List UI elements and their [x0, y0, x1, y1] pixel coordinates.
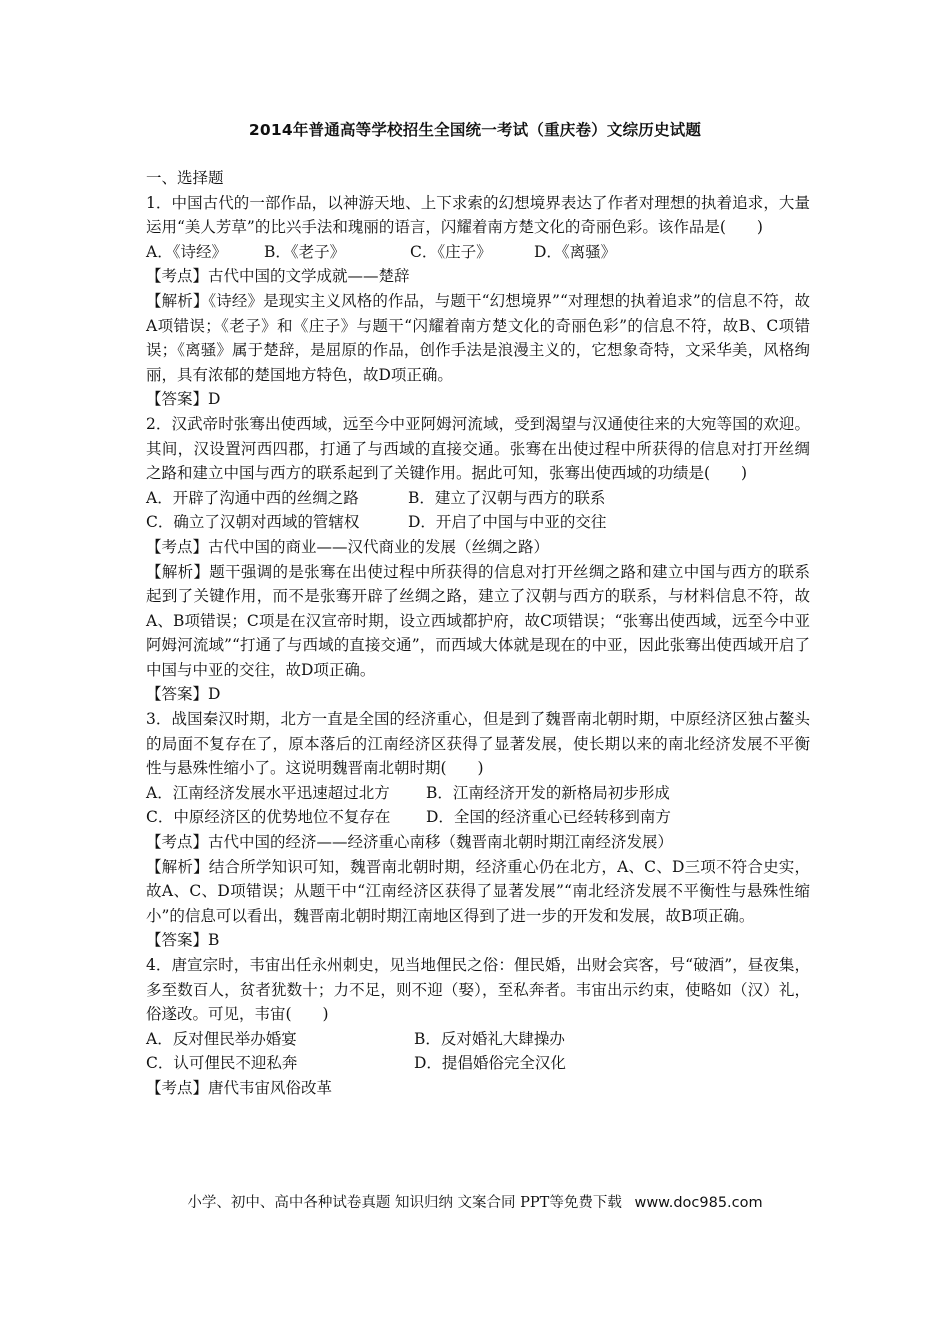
- option-a: A．开辟了沟通中西的丝绸之路: [146, 488, 359, 507]
- option-c: C．《庄子》: [410, 242, 492, 261]
- question-3-answer: 【答案】B: [146, 931, 220, 950]
- question-4-stem: 4．唐宣宗时，韦宙出任永州刺史，见当地俚民之俗：俚民婚，出财会宾客，号“破酒”，昼夜集，多至数百人，贫者犹数十；力不足，则不迎（娶），至私奔者。韦宙出示约束，使略如（汉）礼，俗遂改。可见，韦宙( ): [146, 956, 810, 1024]
- option-a: A．《诗经》: [146, 242, 227, 261]
- question-4-options-row-2: [146, 1051, 810, 1076]
- question-2-kaodian: 【考点】古代中国的商业——汉代商业的发展（丝绸之路）: [146, 537, 550, 556]
- option-c: C．认可俚民不迎私奔: [146, 1054, 298, 1073]
- question-2-stem: 2．汉武帝时张骞出使西域，远至今中亚阿姆河流域，受到渴望与汉通使往来的大宛等国的欢迎。其间，汉设置河西四郡，打通了与西域的直接交通。张骞在出使过程中所获得的信息对打开丝绸之路和建立中国与西方的联系起到了关键作用。据此可知，张骞出使西域的功绩是( ): [146, 414, 810, 483]
- question-1-stem: 1．中国古代的一部作品，以神游天地、上下求索的幻想境界表达了作者对理想的执着追求，大量运用“美人芳草”的比兴手法和瑰丽的语言，闪耀着南方楚文化的奇丽色彩。该作品是( ): [146, 193, 810, 237]
- question-1-answer: 【答案】D: [146, 390, 221, 409]
- section-heading: 一、选择题: [146, 169, 224, 187]
- question-4-options-row-1: [146, 1027, 810, 1052]
- option-c: C．中原经济区的优势地位不复存在: [146, 808, 391, 827]
- option-a: A．江南经济发展水平迅速超过北方: [146, 783, 390, 802]
- option-d: D．开启了中国与中亚的交往: [408, 513, 607, 532]
- question-3-options-row-1: [146, 781, 810, 806]
- option-d: D．全国的经济重心已经转移到南方: [426, 808, 671, 827]
- option-b: B．反对婚礼大肆操办: [414, 1029, 565, 1048]
- question-3-options-row-2: [146, 805, 810, 830]
- option-a: A．反对俚民举办婚宴: [146, 1029, 297, 1048]
- question-1-options: [146, 240, 810, 265]
- option-c: C．确立了汉朝对西域的管辖权: [146, 513, 360, 532]
- question-1-kaodian: 【考点】古代中国的文学成就——楚辞: [146, 267, 410, 286]
- question-3-stem: 3．战国秦汉时期，北方一直是全国的经济重心，但是到了魏晋南北朝时期，中原经济区独占鳌头的局面不复存在了，原本落后的江南经济区获得了显著发展，使长期以来的南北经济发展不平衡性与悬殊性缩小了。这说明魏晋南北朝时期( ): [146, 710, 810, 778]
- page-title: 2014年普通高等学校招生全国统一考试（重庆卷）文综历史试题: [248, 121, 702, 139]
- page-footer: [0, 1191, 950, 1212]
- footer-link[interactable]: www.doc985.com: [634, 1195, 763, 1211]
- option-d: D．提倡婚俗完全汉化: [414, 1054, 566, 1073]
- document-body: [146, 166, 810, 1101]
- footer-text: 小学、初中、高中各种试卷真题 知识归纳 文案合同 PPT等免费下载: [187, 1195, 622, 1211]
- question-3-kaodian: 【考点】古代中国的经济——经济重心南移（魏晋南北朝时期江南经济发展）: [146, 833, 674, 852]
- option-b: B．建立了汉朝与西方的联系: [408, 488, 606, 507]
- question-2-answer: 【答案】D: [146, 685, 221, 704]
- question-2-options-row-1: [146, 486, 810, 511]
- question-2-options-row-2: [146, 510, 810, 535]
- option-d: D．《离骚》: [534, 242, 617, 261]
- question-2-jiexi: 【解析】题干强调的是张骞在出使过程中所获得的信息对打开丝绸之路和建立中国与西方的联系起到了关键作用，而不是张骞开辟了丝绸之路，建立了汉朝与西方的联系，与材料信息不符，故A、B项错误；C项是在汉宣帝时期，设立西域都护府，故C项错误；“张骞出使西域，远至今中亚阿姆河流域”“打通了与西域的直接交通”，而西域大体就是现在的中亚，因此张骞出使西域开启了中国与中亚的交往，故D项正确。: [146, 562, 810, 679]
- question-1-jiexi: 【解析】《诗经》是现实主义风格的作品，与题干“幻想境界”“对理想的执着追求”的信息不符，故A项错误；《老子》和《庄子》与题干“闪耀着南方楚文化的奇丽色彩”的信息不符，故B、C项错误；《离骚》属于楚辞，是屈原的作品，创作手法是浪漫主义的，它想象奇特，文采华美，风格绚丽，具有浓郁的楚国地方特色，故D项正确。: [146, 291, 810, 384]
- question-4-kaodian: 【考点】唐代韦宙风俗改革: [146, 1078, 333, 1097]
- option-b: B．江南经济开发的新格局初步形成: [426, 783, 670, 802]
- option-b: B．《老子》: [264, 242, 346, 261]
- question-3-jiexi: 【解析】结合所学知识可知，魏晋南北朝时期，经济重心仍在北方，A、C、D三项不符合史实，故A、C、D项错误；从题干中“江南经济区获得了显著发展”“南北经济发展不平衡性与悬殊性缩小”的信息可以看出，魏晋南北朝时期江南地区得到了进一步的开发和发展，故B项正确。: [146, 857, 810, 925]
